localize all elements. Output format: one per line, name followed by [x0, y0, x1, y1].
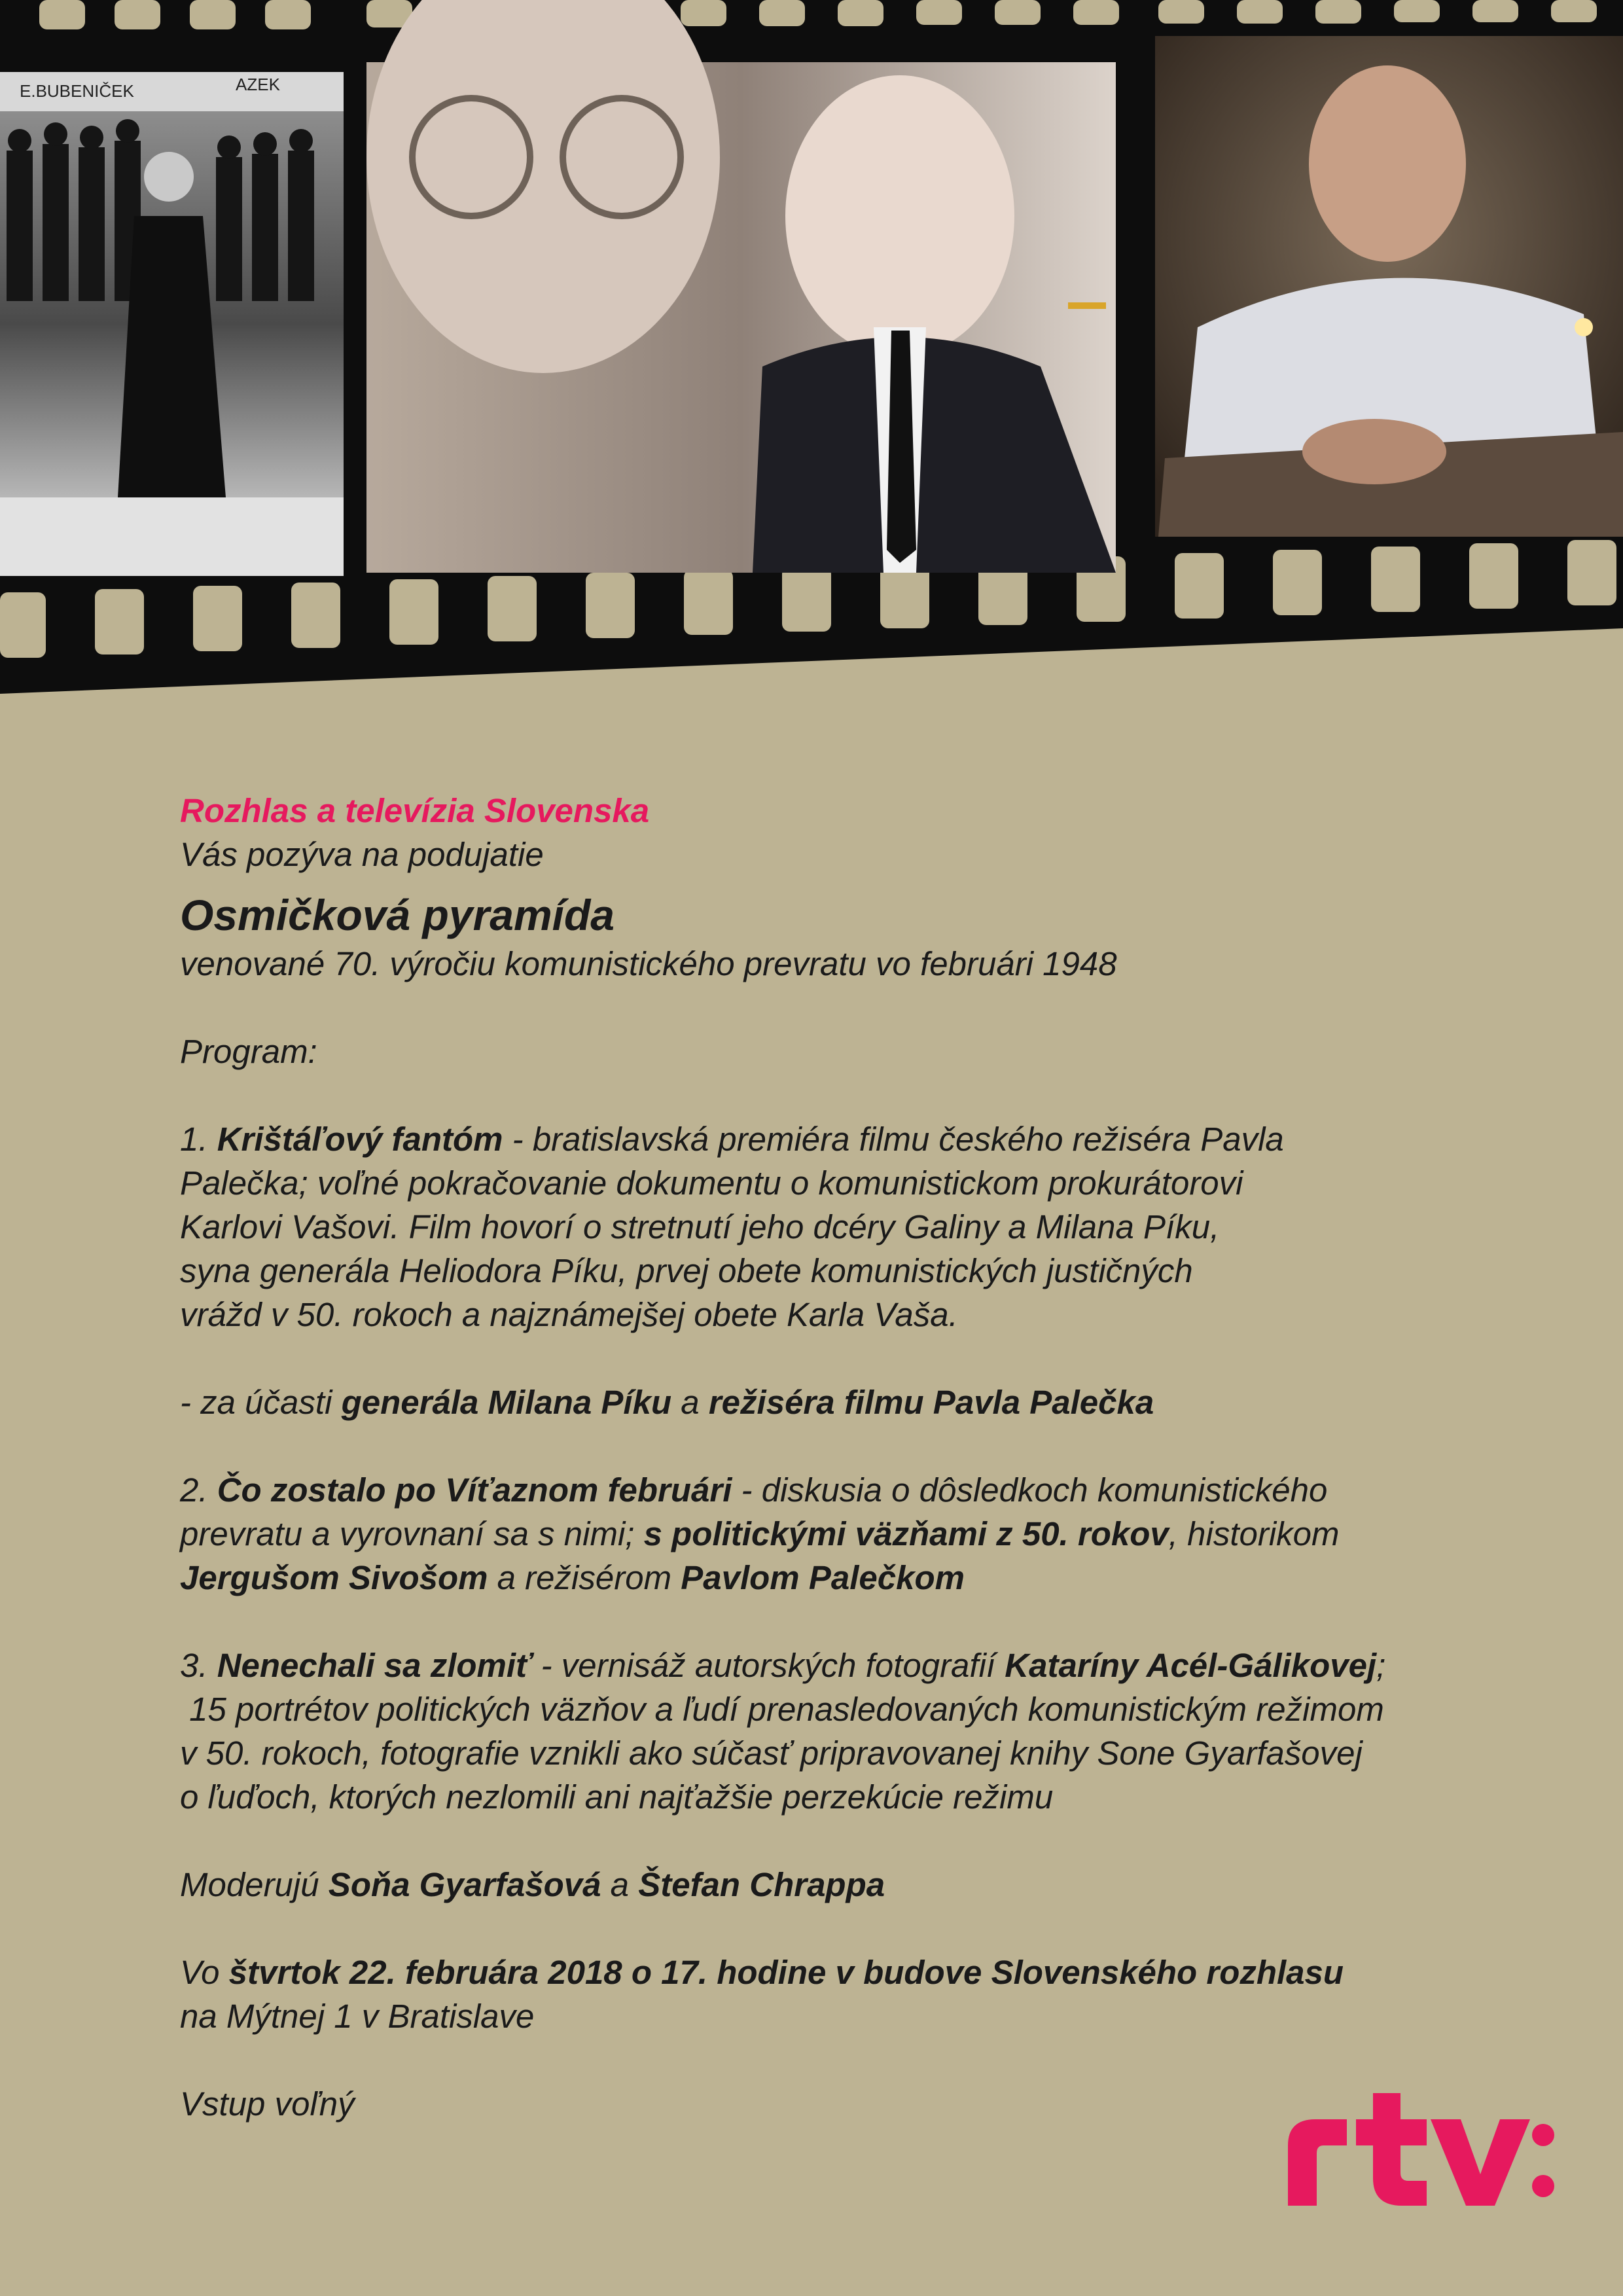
program-label: Program:: [180, 1033, 317, 1070]
item-description: - bratislavská premiéra filmu českého režiséra Pavla: [503, 1121, 1284, 1158]
item-description-line: syna generála Heliodora Píku, prvej obete komunistických justičných: [180, 1252, 1193, 1289]
item-title: Čo zostalo po Víťaznom februári: [217, 1471, 732, 1509]
moderator-name: Soňa Gyarfašová: [328, 1866, 601, 1903]
historical-photo: [0, 72, 344, 576]
item-number: 1.: [180, 1121, 217, 1158]
item-title: Krištáľový fantóm: [217, 1121, 503, 1158]
guest-name: režiséra filmu Pavla Palečka: [708, 1384, 1154, 1421]
item-description-line: o ľuďoch, ktorých nezlomili ani najťažšie perzekúcie režimu: [180, 1778, 1054, 1816]
program-item-1: [180, 1117, 1567, 1161]
invite-line: Vás pozýva na podujatie: [180, 836, 544, 873]
date-time: štvrtok 22. februára 2018 o 17. hodine v budove Slovenského rozhlasu: [228, 1954, 1344, 1991]
moderator-name: Štefan Chrappa: [638, 1866, 885, 1903]
item-description-line: vrážd v 50. rokoch a najznámejšej obete Karla Vaša.: [180, 1296, 958, 1333]
date-venue-line: Vo štvrtok 22. februára 2018 o 17. hodine v budove Slovenského rozhlasu: [180, 1954, 1344, 1991]
svg-text:AZEK: AZEK: [236, 75, 280, 94]
moderators-line: Moderujú Soňa Gyarfašová a Štefan Chrappa: [180, 1866, 885, 1903]
item-description-line: 15 portrétov politických väzňov a ľudí prenasledovaných komunistickým režimom: [180, 1691, 1384, 1728]
item-title: Nenechali sa zlomiť: [217, 1647, 532, 1684]
organizer-name: Rozhlas a televízia Slovenska: [180, 792, 650, 829]
program-item-3: 3. Nenechali sa zlomiť - vernisáž autorských fotografií Kataríny Acél-Gálikovej;: [180, 1647, 1386, 1684]
item-description-line: Karlovi Vašovi. Film hovorí o stretnutí jeho dcéry Galiny a Milana Píku,: [180, 1208, 1220, 1246]
portrait-collage-photo: [366, 0, 1116, 573]
item-number: 3.: [180, 1647, 217, 1684]
item-description-line: v 50. rokoch, fotografie vznikli ako súčasť pripravovanej knihy Sone Gyarfašovej: [180, 1734, 1363, 1772]
event-title: Osmičková pyramída: [180, 891, 615, 939]
guest-name: generála Milana Píku: [341, 1384, 672, 1421]
svg-text:E.BUBENIČEK: E.BUBENIČEK: [20, 81, 134, 101]
item-number: 2.: [180, 1471, 217, 1509]
elderly-man-photo: [1155, 36, 1623, 537]
item-description-line: Jergušom Sivošom a režisérom Pavlom Palečkom: [180, 1559, 965, 1596]
entry-note: Vstup voľný: [180, 2085, 355, 2123]
item-description-line: Palečka; voľné pokračovanie dokumentu o komunistickom prokurátorovi: [180, 1164, 1243, 1202]
event-subtitle: venované 70. výročiu komunistického prevratu vo februári 1948: [180, 945, 1117, 982]
item-description-line: prevratu a vyrovnaní sa s nimi; s politickými väzňami z 50. rokov, historikom: [180, 1515, 1340, 1552]
program-item-2: 2. Čo zostalo po Víťaznom februári - diskusia o dôsledkoch komunistického: [180, 1471, 1328, 1509]
venue-address: na Mýtnej 1 v Bratislave: [180, 1998, 535, 2035]
rtv-logo: [1283, 2088, 1558, 2212]
filmstrip-header: [0, 0, 1623, 694]
invitation-text: [180, 789, 1567, 2126]
guests-line: - za účasti generála Milana Píku a režiséra filmu Pavla Palečka: [180, 1384, 1154, 1421]
